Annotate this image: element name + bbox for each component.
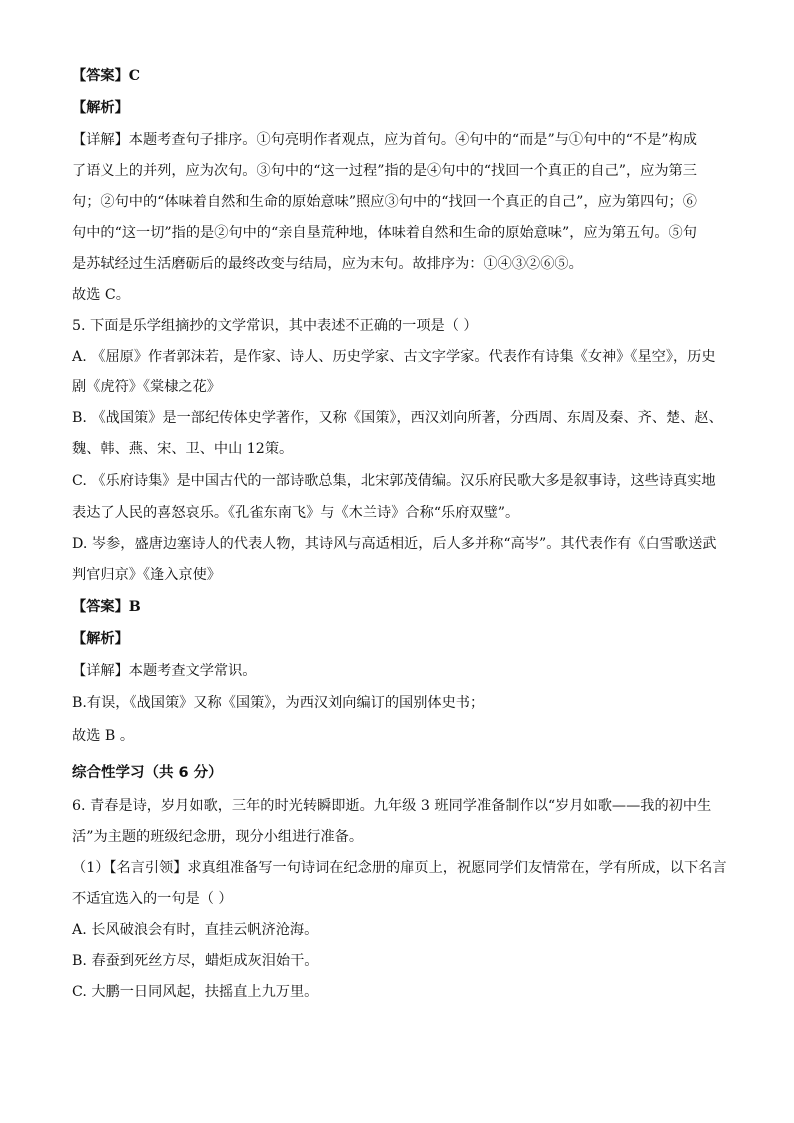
sub-option-c: C. 大鹏一日同风起，扶摇直上九万里。 [72, 984, 319, 1000]
option-b-cont: 魏、韩、燕、宋、卫、中山 12策。 [72, 441, 294, 457]
subquestion-1-cont: 不适宜选入的一句是（ ） [72, 891, 233, 907]
option-a: A. 《屈原》作者郭沫若，是作家、诗人、历史学家、古文字学家。代表作有诗集《女神》《星空》，历史 [72, 349, 716, 365]
explanation-line: 了语义上的并列，应为次句。③句中的“这一过程”指的是④句中的“找回一个真正的自己”，应为第三 [72, 163, 697, 179]
explanation-line: 是苏轼经过生活磨砺后的最终改变与结局，应为末句。故排序为：①④③②⑥⑤。 [72, 256, 583, 272]
answer-label-q5: 【答案】B [72, 599, 141, 615]
explanation-line: 句中的“这一切”指的是②句中的“亲自垦荒种地，体味着自然和生命的原始意味”，应为第五句。⑤句 [72, 225, 697, 241]
conclusion-line: 故选 C。 [72, 287, 130, 303]
option-c: C. 《乐府诗集》是中国古代的一部诗歌总集，北宋郭茂倩编。汉乐府民歌大多是叙事诗，这些诗真实地 [72, 473, 716, 489]
question-6-stem-cont: 活”为主题的班级纪念册，现分小组进行准备。 [72, 829, 364, 845]
question-6-stem: 6. 青春是诗，岁月如歌，三年的时光转瞬即逝。九年级 3 班同学准备制作以“岁月如歌——我的初中生 [72, 798, 712, 814]
question-5-stem: 5. 下面是乐学组摘抄的文学常识，其中表述不正确的一项是（ ） [72, 318, 478, 334]
analysis-label-q4: 【解析】 [72, 100, 129, 116]
sub-option-b: B. 春蚕到死丝方尽，蜡炬成灰泪始干。 [72, 953, 319, 969]
conclusion-line: 故选 B 。 [72, 728, 135, 744]
explanation-line: B.有误，《战国策》又称《国策》，为西汉刘向编订的国别体史书； [72, 695, 485, 711]
analysis-label-q5: 【解析】 [72, 631, 129, 647]
option-d: D. 岑参，盛唐边塞诗人的代表人物，其诗风与高适相近，后人多并称“高岑”。其代表作有《白雪歌送武 [72, 536, 717, 552]
explanation-line: 【详解】本题考查句子排序。①句亮明作者观点，应为首句。④句中的“而是”与①句中的“不是”构成 [72, 132, 697, 148]
option-d-cont: 判官归京》《逢入京使》 [72, 567, 221, 583]
answer-label-q4: 【答案】C [72, 68, 141, 84]
subquestion-1: （1）【名言引领】求真组准备写一句诗词在纪念册的扉页上，祝愿同学们友情常在，学有所成，以下名言 [72, 860, 727, 876]
explanation-line: 句；②句中的“体味着自然和生命的原始意味”照应③句中的“找回一个真正的自己”，应为第四句；⑥ [72, 194, 697, 210]
explanation-line: 【详解】本题考查文学常识。 [72, 663, 257, 679]
option-a-cont: 剧《虎符》《棠棣之花》 [72, 379, 221, 395]
section-heading: 综合性学习（共 6 分） [72, 765, 223, 781]
sub-option-a: A. 长风破浪会有时，直挂云帆济沧海。 [72, 922, 319, 938]
option-b: B. 《战国策》是一部纪传体史学著作，又称《国策》，西汉刘向所著，分西周、东周及秦、齐、楚、赵、 [72, 410, 723, 426]
option-c-cont: 表达了人民的喜怒哀乐。《孔雀东南飞》与《木兰诗》合称“乐府双璧”。 [72, 505, 520, 521]
